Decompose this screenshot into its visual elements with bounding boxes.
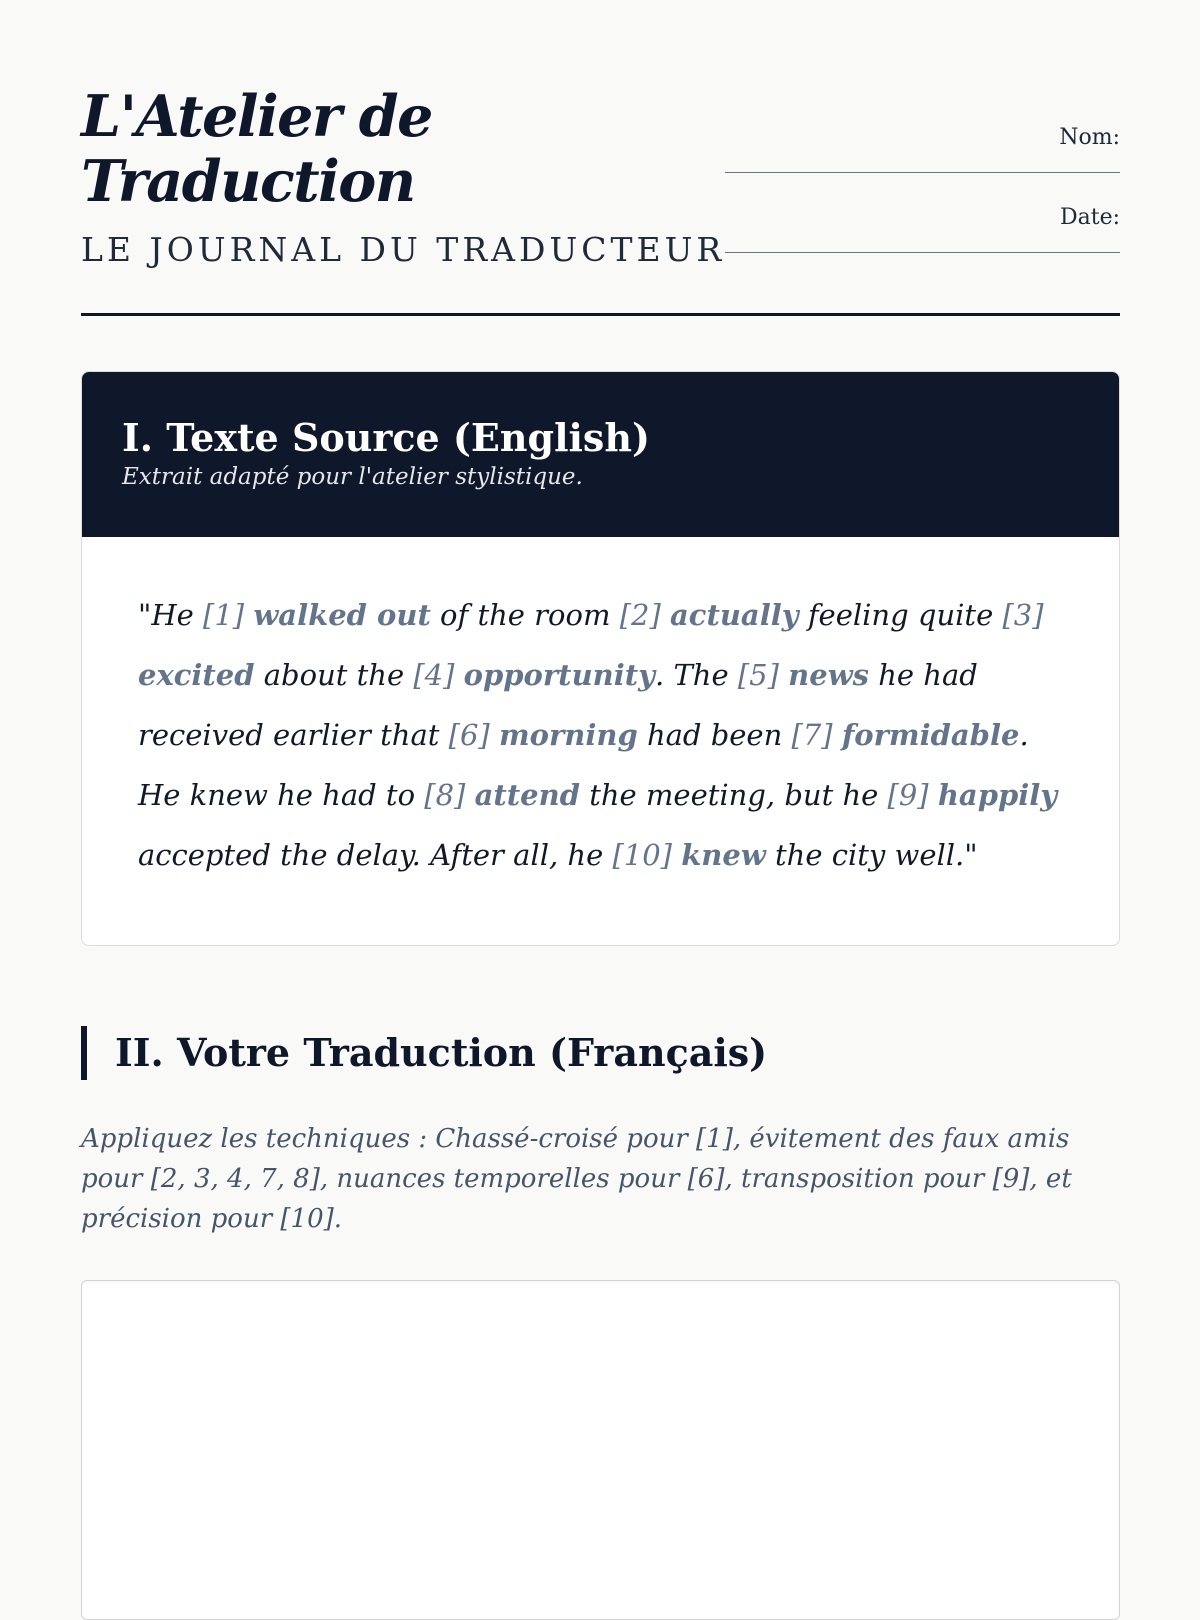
term-word: knew	[681, 838, 766, 872]
passage-text: "He	[138, 598, 204, 632]
passage-text: about the	[254, 658, 414, 692]
worksheet-header	[81, 0, 1120, 318]
term-number: [8]	[424, 778, 466, 812]
worksheet	[81, 0, 1120, 1234]
term-number: [6]	[448, 718, 490, 752]
passage-text: had been	[637, 718, 792, 752]
term-number: [5]	[737, 658, 779, 692]
translation-instructions: Appliquez les techniques : Chassé-croisé pour [1], évitement des faux amis pour [2, 3, 4, 7, 8], nuances temporelles pour [6], transposition pour [9], et précision pour [10].	[81, 1124, 1072, 1234]
term-word: formidable	[841, 718, 1020, 752]
term-word: actually	[670, 598, 799, 632]
passage-text: accepted the delay. After all, he	[138, 838, 613, 872]
name-label: Nom:	[1059, 125, 1120, 150]
passage-text: he had received earlier that	[138, 658, 978, 752]
marked-term	[792, 718, 1020, 752]
term-word: happily	[937, 778, 1058, 812]
date-label: Date:	[1059, 205, 1120, 230]
student-info	[725, 124, 1120, 284]
marked-term	[612, 838, 765, 872]
marked-term	[424, 778, 580, 812]
marked-term	[738, 658, 869, 692]
date-row	[725, 204, 1120, 284]
source-text-card	[81, 371, 1120, 946]
term-word: excited	[138, 658, 255, 692]
title-line-2: Traduction	[81, 148, 415, 215]
term-number: [3]	[1002, 598, 1044, 632]
brand	[81, 84, 725, 270]
passage-text: the meeting, but he	[579, 778, 888, 812]
term-word: morning	[498, 718, 638, 752]
passage-text: . The	[655, 658, 738, 692]
page-subtitle: LE JOURNAL DU TRADUCTEUR	[81, 230, 726, 269]
translation-input[interactable]	[81, 1280, 1120, 1620]
marked-term	[203, 598, 431, 632]
term-word: walked out	[253, 598, 431, 632]
marked-term	[620, 598, 799, 632]
term-word: opportunity	[463, 658, 656, 692]
source-passage	[82, 537, 1119, 885]
marked-term	[888, 778, 1058, 812]
marked-term	[449, 718, 638, 752]
passage-text: feeling quite	[798, 598, 1003, 632]
term-number: [10]	[612, 838, 672, 872]
source-note: Extrait adapté pour l'atelier stylistique.	[122, 464, 583, 490]
term-word: news	[788, 658, 869, 692]
passage-text: . He knew he had to	[138, 718, 1029, 812]
passage-text: of the room	[430, 598, 620, 632]
name-line[interactable]	[725, 172, 1120, 173]
date-line[interactable]	[725, 252, 1120, 253]
name-row	[725, 124, 1120, 204]
translation-heading	[81, 1026, 767, 1080]
term-number: [4]	[413, 658, 455, 692]
marked-term	[413, 658, 655, 692]
term-number: [1]	[203, 598, 245, 632]
term-number: [9]	[887, 778, 929, 812]
term-number: [7]	[791, 718, 833, 752]
translation-title: II. Votre Traduction (Français)	[115, 1030, 768, 1075]
source-title: I. Texte Source (English)	[122, 415, 650, 460]
term-number: [2]	[619, 598, 661, 632]
page-title	[81, 84, 725, 214]
passage-text: the city well."	[765, 838, 978, 872]
source-card-header	[82, 372, 1119, 537]
title-line-1: L'Atelier de	[81, 83, 432, 150]
term-word: attend	[474, 778, 580, 812]
header-divider	[81, 313, 1120, 316]
